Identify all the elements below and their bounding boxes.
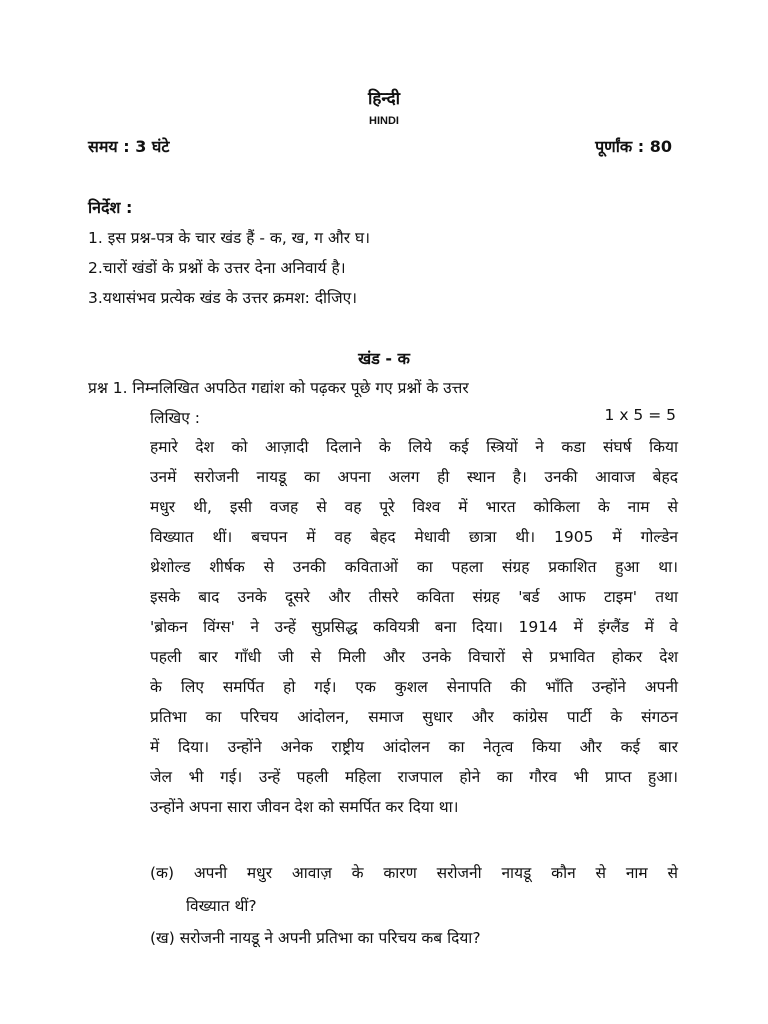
instructions-heading: निर्देश : xyxy=(88,198,133,217)
subquestion-a-continued: विख्यात थीं? xyxy=(186,897,257,915)
passage-line: 'ब्रोकन विंग्स' ने उन्हें सुप्रसिद्ध कवियत्री बना दिया। 1914 में इंग्लैंड में वे xyxy=(150,618,678,636)
question-1-prompt: प्रश्न 1. निम्नलिखित अपठित गद्यांश को पढ़कर पूछे गए प्रश्नों के उत्तर xyxy=(88,379,469,397)
passage-line: प्रतिभा का परिचय आंदोलन, समाज सुधार और कांग्रेस पार्टी के संगठन xyxy=(150,708,678,726)
question-1-prompt-continued: लिखिए : xyxy=(150,409,200,427)
paper-title: हिन्दी xyxy=(367,89,401,109)
passage-line: मधुर थी, इसी वजह से वह पूरे विश्व में भारत कोकिला के नाम से xyxy=(150,498,678,516)
passage-line: में दिया। उन्होंने अनेक राष्ट्रीय आंदोलन का नेतृत्व किया और कई बार xyxy=(150,738,678,756)
passage-line: जेल भी गई। उन्हें पहली महिला राजपाल होने का गौरव भी प्राप्त हुआ। xyxy=(150,768,678,786)
passage-line: थ्रेशोल्ड शीर्षक से उनकी कविताओं का पहला संग्रह प्रकाशित हुआ था। xyxy=(150,558,678,576)
passage-line: विख्यात थीं। बचपन में वह बेहद मेधावी छात्रा थी। 1905 में गोल्डेन xyxy=(150,528,678,546)
passage-line: इसके बाद उनके दूसरे और तीसरे कविता संग्रह 'बर्ड आफ टाइम' तथा xyxy=(150,588,678,606)
paper-subtitle: HINDI xyxy=(369,115,399,127)
passage-line: के लिए समर्पित हो गई। एक कुशल सेनापति की भाँति उन्होंने अपनी xyxy=(150,678,678,696)
passage-line: पहली बार गाँधी जी से मिली और उनके विचारों से प्रभावित होकर देश xyxy=(150,648,678,666)
instruction-item: 3.यथासंभव प्रत्येक खंड के उत्तर क्रमश: दीजिए। xyxy=(88,289,358,307)
passage-line: उन्होंने अपना सारा जीवन देश को समर्पित कर दिया था। xyxy=(150,798,459,816)
time-allowed: समय : 3 घंटे xyxy=(88,137,170,156)
subquestion-a: (क) अपनी मधुर आवाज़ के कारण सरोजनी नायडू कौन से नाम से xyxy=(150,864,678,882)
instruction-item: 2.चारों खंडों के प्रश्नों के उत्तर देना अनिवार्य है। xyxy=(88,259,346,277)
unseen-passage xyxy=(150,432,678,822)
passage-line: हमारे देश को आज़ादी दिलाने के लिये कई स्त्रियों ने कडा संघर्ष किया xyxy=(150,438,678,456)
passage-line: उनमें सरोजनी नायडू का अपना अलग ही स्थान है। उनकी आवाज बेहद xyxy=(150,468,678,486)
max-marks: पूर्णांक : 80 xyxy=(595,137,672,156)
subquestion-b: (ख) सरोजनी नायडू ने अपनी प्रतिभा का परिचय कब दिया? xyxy=(150,929,481,947)
section-heading: खंड - क xyxy=(358,349,410,368)
instruction-item: 1. इस प्रश्न-पत्र के चार खंड हैं - क, ख, ग और घ। xyxy=(88,229,371,247)
question-1-marks: 1 x 5 = 5 xyxy=(604,406,676,424)
